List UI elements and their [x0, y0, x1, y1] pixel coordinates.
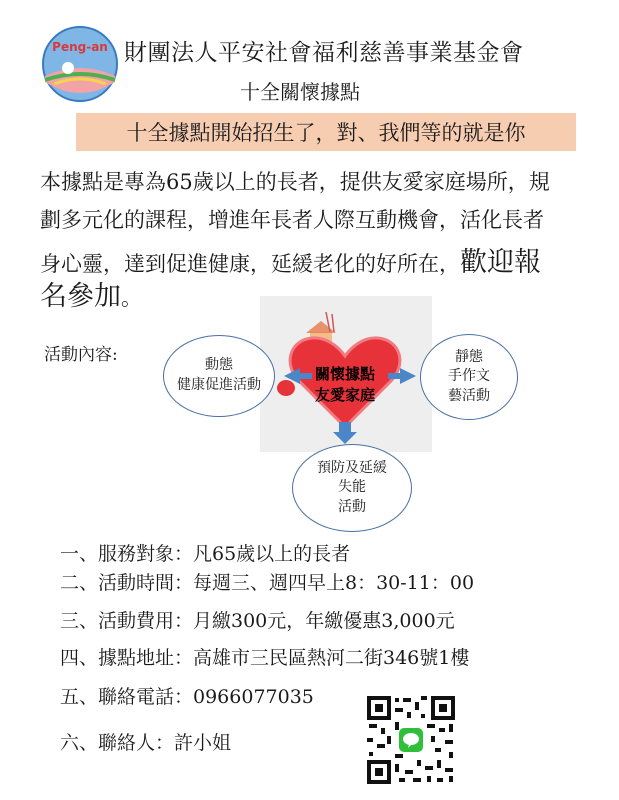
prevention-activity-bubble	[292, 444, 412, 532]
bubble-left-line-2: 健康促進活動	[177, 377, 261, 393]
heart-label-line-2: 友愛家庭	[314, 386, 376, 404]
item-activity-fee: 三、活動費用：月繳300元，年繳優惠3,000元	[60, 610, 455, 632]
bubble-bottom-line-1: 預防及延緩	[317, 459, 387, 476]
item-contact-person: 六、聯絡人：許小姐	[60, 732, 232, 754]
bubble-right-line-2: 手作文	[448, 368, 490, 385]
heart-diagram	[270, 302, 420, 452]
site-name: 十全關懷據點	[240, 80, 360, 104]
organization-name: 財團法人平安社會福利慈善事業基金會	[124, 40, 524, 66]
recruitment-banner	[76, 113, 576, 151]
bubble-left-line-1: 動態	[205, 357, 233, 374]
intro-line-1: 本據點是專為65歲以上的長者，提供友愛家庭場所，規	[40, 170, 550, 194]
red-dot	[277, 380, 295, 396]
logo-text: Peng-an	[52, 40, 108, 54]
foundation-logo	[40, 24, 120, 104]
item-address: 四、據點地址：高雄市三民區熱河二街346號1樓	[60, 647, 470, 669]
intro-line-2: 劃多元化的課程，增進年長者人際互動機會，活化長者	[40, 208, 544, 232]
intro-welcome-emphasis: 歡迎報	[460, 247, 541, 278]
bubble-bottom-line-2: 失能	[338, 479, 366, 496]
banner-text: 十全據點開始招生了，對、我們等的就是你	[126, 121, 526, 145]
qr-code-icon[interactable]	[365, 694, 457, 786]
intro-join-emphasis: 名參加	[40, 281, 121, 312]
item-phone: 五、聯絡電話：0966077035	[60, 686, 314, 708]
bubble-right-line-1: 靜態	[455, 348, 483, 365]
bubble-bottom-line-3: 活動	[338, 498, 366, 515]
item-service-target: 一、服務對象：凡65歲以上的長者	[60, 543, 351, 565]
arrow-down-icon	[333, 422, 357, 444]
intro-line-4	[40, 274, 142, 313]
bubble-right-line-3: 藝活動	[448, 387, 490, 404]
activity-content-label: 活動內容:	[44, 345, 118, 365]
intro-line-3-text: 身心靈，達到促進健康，延緩老化的好所在，	[40, 252, 460, 276]
item-activity-time: 二、活動時間：每週三、週四早上8：30-11：00	[60, 572, 475, 594]
dynamic-activity-bubble	[163, 335, 275, 417]
static-activity-bubble	[420, 334, 518, 420]
heart-label-line-1: 關懷據點	[314, 365, 376, 383]
intro-line-4-tail: 。	[121, 286, 142, 310]
line-app-icon	[399, 728, 423, 752]
